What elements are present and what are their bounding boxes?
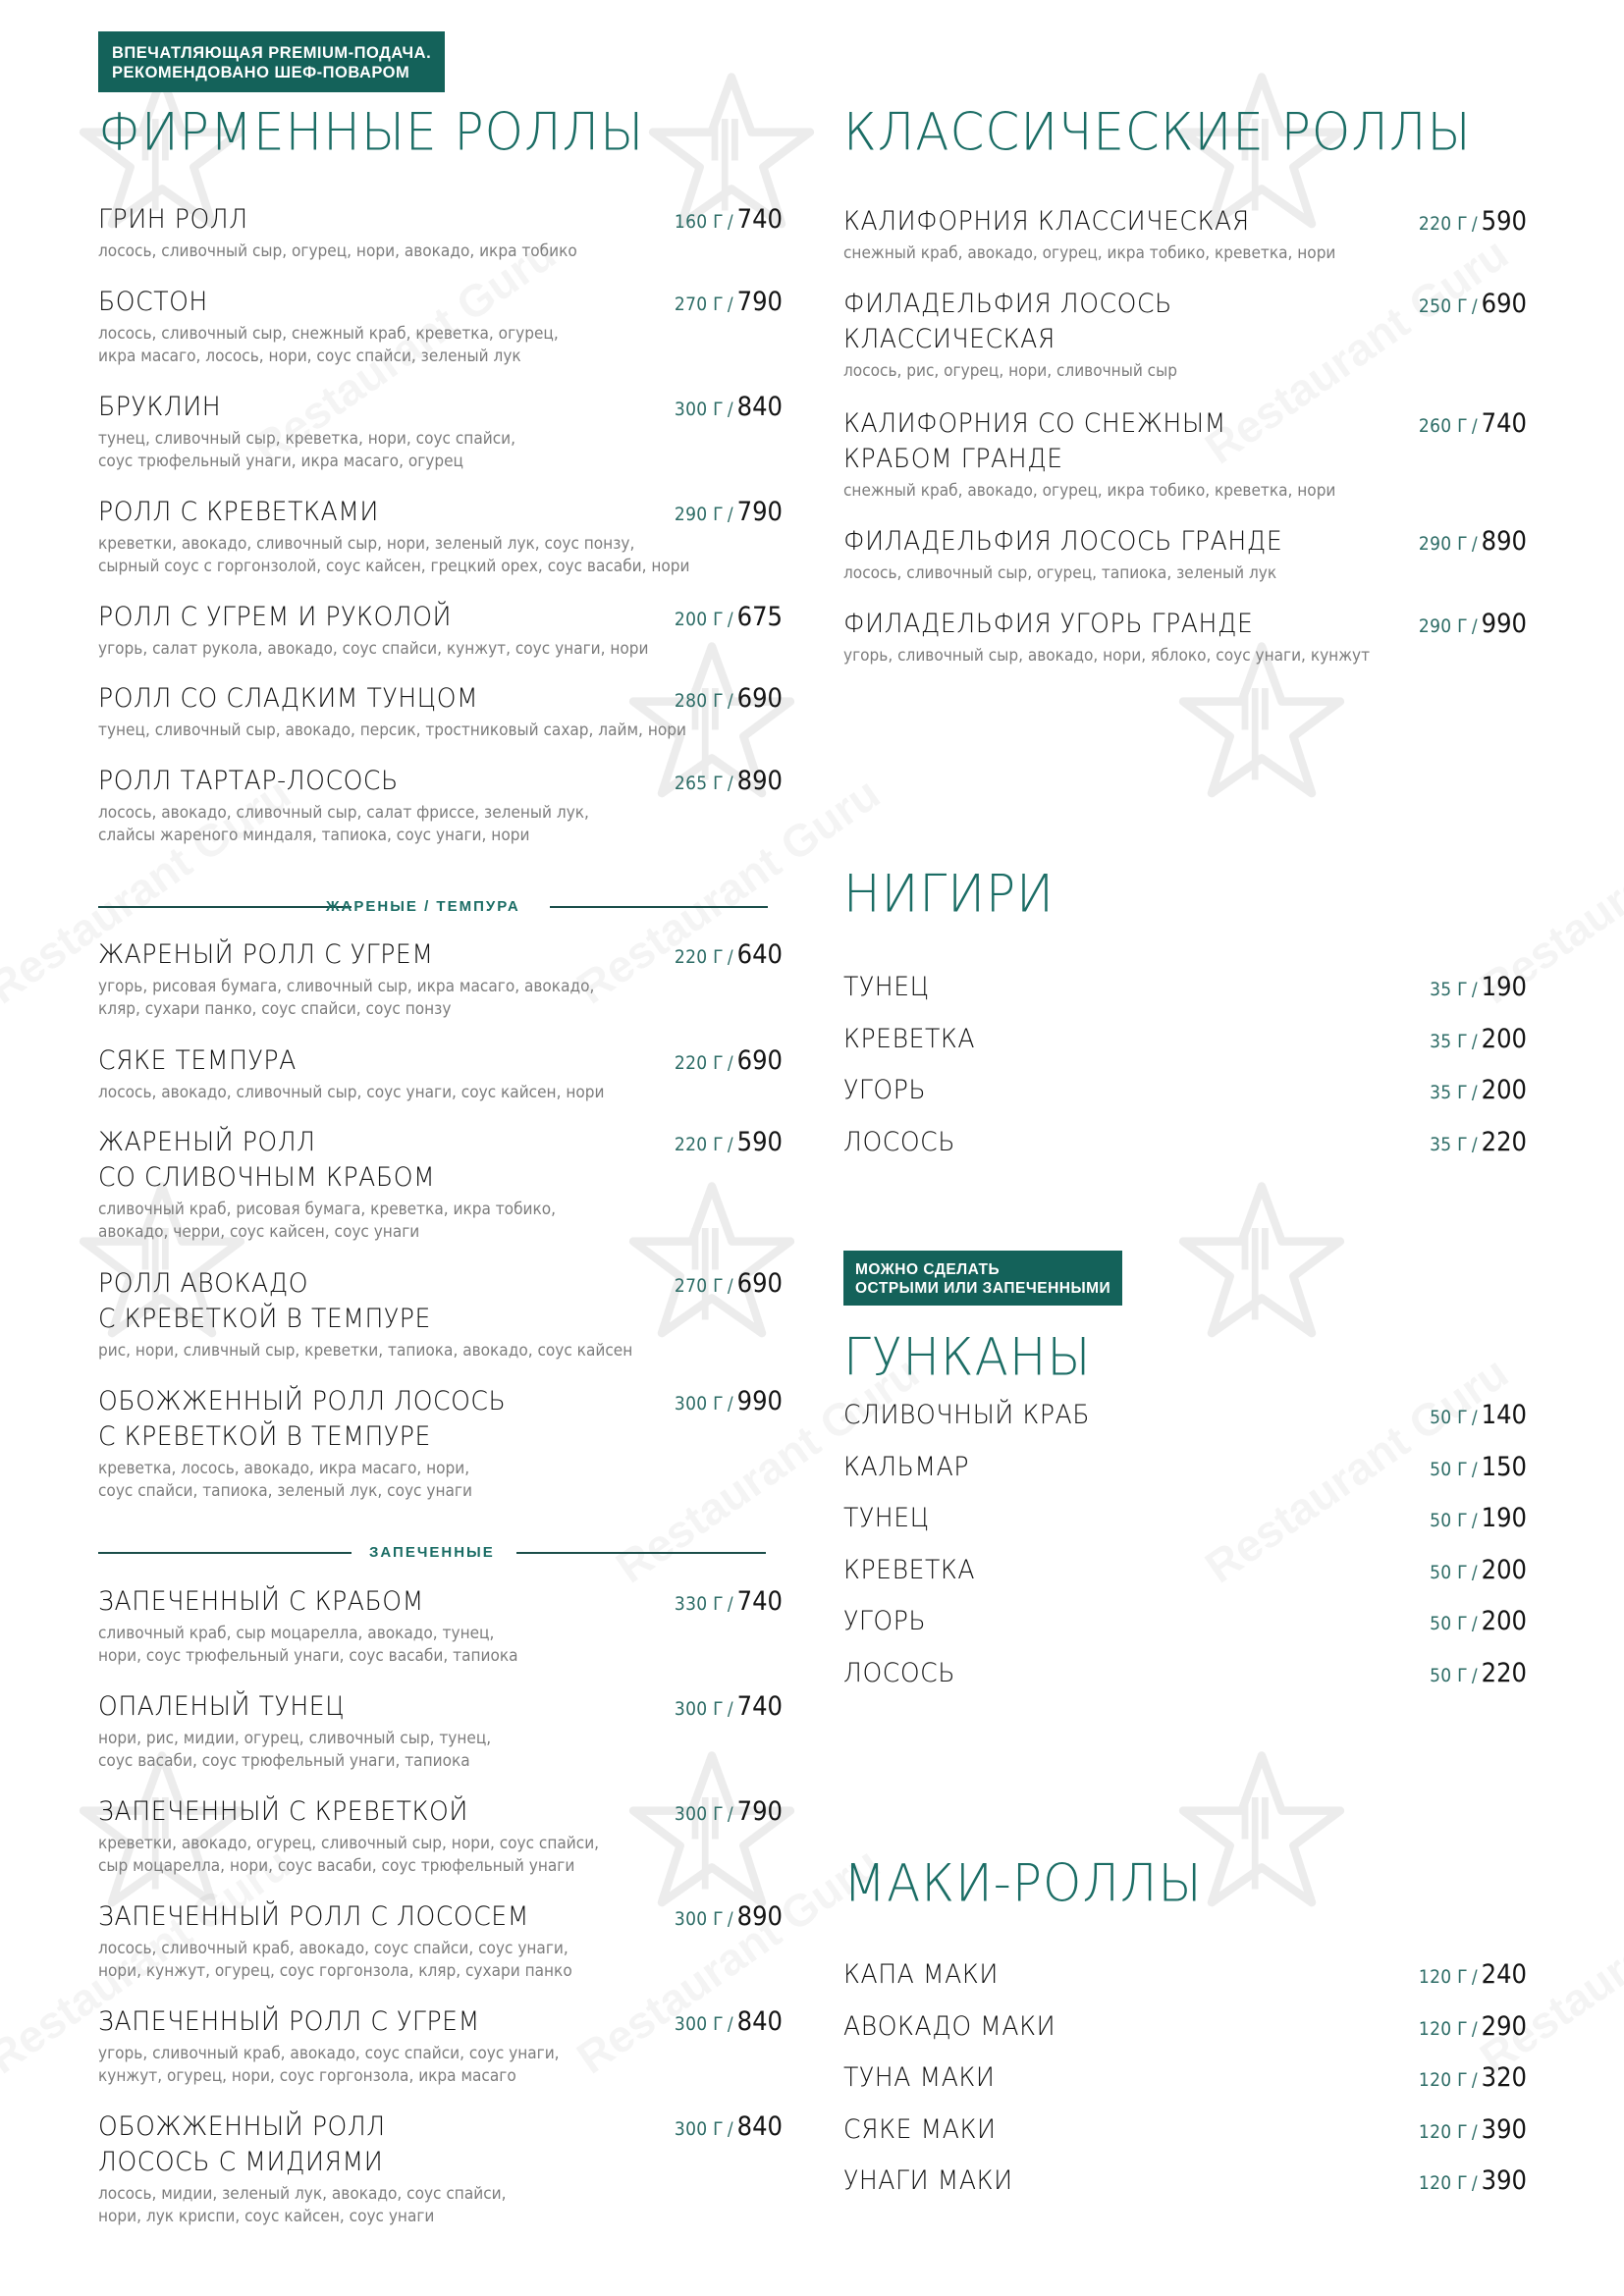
item-name: КРЕВЕТКА (843, 1023, 976, 1054)
item-description: соус трюфельный унаги, икра масаго, огурец (98, 452, 463, 470)
item-weight: 35 Г (1430, 1082, 1468, 1103)
item-price (1430, 1398, 1527, 1436)
item-description: лосось, сливочный краб, авокадо, соус спайси, соус унаги, (98, 1939, 568, 1957)
menu-item (98, 495, 783, 577)
item-weight: 300 Г (674, 2013, 724, 2035)
item-description: нори, рис, мидии, огурец, сливочный сыр, тунец, (98, 1729, 492, 1747)
item-price (675, 600, 783, 638)
menu-item (843, 1073, 1527, 1108)
item-price (675, 285, 783, 323)
item-price (675, 1899, 783, 1938)
badge-line: МОЖНО СДЕЛАТЬ (855, 1261, 1001, 1278)
item-name: СЯКЕ ТЕМПУРА (98, 1045, 297, 1076)
item-weight: 220 Г (674, 1134, 724, 1155)
item-description: нори, лук криспи, соус кайсен, соус унаги (98, 2207, 435, 2225)
item-description: лосось, сливочный сыр, огурец, тапиока, зеленый лук (843, 563, 1277, 582)
subsection-label: ЖАРЕНЫЕ / ТЕМПУРА (326, 898, 520, 915)
item-weight: 50 Г (1430, 1561, 1468, 1583)
divider-rule (550, 906, 768, 908)
price-separator: / (727, 609, 733, 630)
item-cost: 240 (1481, 1959, 1527, 1990)
item-weight: 250 Г (1418, 295, 1468, 317)
item-weight: 300 Г (674, 1698, 724, 1720)
item-price (675, 2004, 783, 2043)
price-separator: / (727, 946, 733, 968)
item-weight: 300 Г (674, 1803, 724, 1825)
item-price (1419, 2112, 1527, 2151)
item-cost: 790 (736, 497, 783, 527)
item-description: угорь, сливочный сыр, авокадо, нори, яблоко, соус унаги, кунжут (843, 646, 1371, 665)
price-separator: / (727, 773, 733, 794)
item-name: КАЛИФОРНИЯ СО СНЕЖНЫМ КРАБОМ ГРАНДЕ (843, 408, 1226, 474)
item-price (1430, 1656, 1527, 1694)
item-name: УГОРЬ (843, 1606, 927, 1636)
menu-item (843, 204, 1527, 264)
item-cost: 740 (1481, 408, 1527, 439)
item-cost: 220 (1481, 1126, 1527, 1157)
item-description: креветка, лосось, авокадо, икра масаго, нори, (98, 1459, 470, 1477)
item-price (675, 1384, 783, 1422)
item-cost: 740 (736, 1691, 783, 1722)
item-name: РОЛЛ АВОКАДО С КРЕВЕТКОЙ В ТЕМПУРЕ (98, 1268, 431, 1334)
item-cost: 390 (1481, 2165, 1527, 2196)
menu-item (843, 406, 1527, 502)
section-title-classic-rolls: КЛАССИЧЕСКИЕ РОЛЛЫ (843, 102, 1472, 162)
item-cost: 740 (736, 204, 783, 235)
item-weight: 160 Г (674, 211, 724, 233)
item-price (675, 937, 783, 976)
price-separator: / (727, 504, 733, 525)
item-weight: 50 Г (1430, 1613, 1468, 1634)
menu-item (843, 1501, 1527, 1536)
item-price (1430, 1125, 1527, 1163)
price-separator: / (1471, 2017, 1478, 2040)
item-cost: 190 (1481, 972, 1527, 1002)
item-description: угорь, сливочный краб, авокадо, соус спайси, соус унаги, (98, 2044, 560, 2062)
item-price (675, 764, 783, 802)
item-cost: 840 (736, 2006, 783, 2037)
item-name: ЗАПЕЧЕННЫЙ РОЛЛ С УГРЕМ (98, 2006, 480, 2037)
menu-item (843, 2163, 1527, 2199)
item-name: КАЛЬМАР (843, 1451, 970, 1482)
item-name: РОЛЛ СО СЛАДКИМ ТУНЦОМ (98, 683, 479, 714)
price-separator: / (1471, 1613, 1478, 1634)
item-description: рис, нори, сливчный сыр, креветки, тапиока, авокадо, соус кайсен (98, 1341, 633, 1360)
price-separator: / (727, 1275, 733, 1297)
item-cost: 840 (736, 392, 783, 422)
item-cost: 690 (736, 1045, 783, 1076)
item-cost: 690 (736, 683, 783, 714)
item-name: КАЛИФОРНИЯ КЛАССИЧЕСКАЯ (843, 206, 1250, 237)
item-cost: 675 (736, 602, 783, 632)
item-cost: 640 (736, 939, 783, 970)
price-separator: / (1471, 415, 1478, 437)
item-cost: 840 (736, 2111, 783, 2142)
menu-item (843, 524, 1527, 584)
item-name: КРЕВЕТКА (843, 1554, 976, 1585)
item-price (1419, 2163, 1527, 2202)
price-separator: / (1471, 1030, 1478, 1052)
divider-rule (516, 1552, 766, 1554)
menu-item (98, 285, 783, 367)
item-name: ОБОЖЖЕННЫЙ РОЛЛ ЛОСОСЬ С МИДИЯМИ (98, 2111, 386, 2177)
item-price (1430, 1022, 1527, 1060)
item-cost: 150 (1481, 1451, 1527, 1482)
menu-item (843, 1553, 1527, 1588)
item-weight: 300 Г (674, 399, 724, 420)
item-description: нори, соус трюфельный унаги, соус васаби, тапиока (98, 1646, 518, 1665)
item-name: ГРИН РОЛЛ (98, 204, 248, 235)
item-price (675, 1043, 783, 1082)
item-weight: 220 Г (674, 1052, 724, 1074)
item-cost: 590 (736, 1127, 783, 1157)
item-description: соус васаби, соус трюфельный унаги, тапиока (98, 1751, 470, 1770)
price-separator: / (727, 690, 733, 712)
item-name: ТУНЕЦ (843, 1503, 930, 1533)
item-weight: 280 Г (674, 690, 724, 712)
premium-badge (98, 31, 445, 92)
item-cost: 290 (1481, 2010, 1527, 2042)
menu-item (843, 607, 1527, 667)
item-name: УГОРЬ (843, 1075, 927, 1105)
menu-item (843, 2060, 1527, 2096)
item-weight: 290 Г (674, 504, 724, 525)
item-weight: 120 Г (1418, 2172, 1468, 2194)
price-separator: / (1471, 1082, 1478, 1103)
subsection-label: ЗАПЕЧЕННЫЕ (369, 1544, 495, 1561)
menu-item (843, 1656, 1527, 1691)
menu-item (98, 764, 783, 846)
divider-rule (98, 1552, 352, 1554)
item-name: ФИЛАДЕЛЬФИЯ УГОРЬ ГРАНДЕ (843, 609, 1254, 639)
item-cost: 190 (1481, 1503, 1527, 1533)
item-description: угорь, салат рукола, авокадо, соус спайси, кунжут, соус унаги, нори (98, 639, 649, 658)
item-weight: 265 Г (674, 773, 724, 794)
price-separator: / (727, 1803, 733, 1825)
section-title-signature-rolls: ФИРМЕННЫЕ РОЛЛЫ (98, 102, 645, 162)
price-separator: / (1471, 1561, 1478, 1583)
item-description: сливочный краб, сыр моцарелла, авокадо, тунец, (98, 1624, 495, 1642)
section-title-gunkan: ГУНКАНЫ (843, 1327, 1092, 1387)
subsection-divider (98, 897, 766, 917)
menu-item (98, 1125, 783, 1243)
menu-item (98, 1689, 783, 1772)
item-weight: 220 Г (674, 946, 724, 968)
item-name: АВОКАДО МАКИ (843, 2010, 1056, 2042)
item-price (675, 2109, 783, 2148)
item-price (1419, 2009, 1527, 2048)
item-weight: 330 Г (674, 1593, 724, 1615)
item-cost: 320 (1481, 2062, 1527, 2093)
item-price (1419, 204, 1527, 242)
badge-line: ОСТРЫМИ ИЛИ ЗАПЕЧЕННЫМИ (855, 1280, 1111, 1297)
item-description: угорь, рисовая бумага, сливочный сыр, икра масаго, авокадо, (98, 977, 595, 995)
item-name: КАПА МАКИ (843, 1959, 999, 1990)
menu-item (98, 1794, 783, 1877)
item-price (1430, 1604, 1527, 1642)
item-price (1419, 524, 1527, 562)
item-name: РОЛЛ ТАРТАР-ЛОСОСЬ (98, 766, 399, 796)
item-cost: 220 (1481, 1657, 1527, 1688)
price-separator: / (727, 211, 733, 233)
price-separator: / (1471, 1133, 1478, 1155)
item-price (1430, 1073, 1527, 1111)
menu-item (98, 2109, 783, 2227)
price-separator: / (727, 1698, 733, 1720)
badge-line: РЕКОМЕНДОВАНО ШЕФ-ПОВАРОМ (112, 64, 410, 81)
item-name: УНАГИ МАКИ (843, 2165, 1013, 2196)
item-cost: 200 (1481, 1075, 1527, 1105)
item-description: тунец, сливочный сыр, креветка, нори, соус спайси, (98, 429, 516, 448)
item-weight: 35 Г (1430, 1030, 1468, 1052)
price-separator: / (1471, 1407, 1478, 1428)
item-name: ЗАПЕЧЕННЫЙ С КРАБОМ (98, 1586, 424, 1617)
item-weight: 300 Г (674, 1393, 724, 1415)
item-description: сыр моцарелла, нори, соус васаби, соус трюфельный унаги (98, 1856, 575, 1875)
price-separator: / (1471, 213, 1478, 235)
item-description: креветки, авокадо, огурец, сливочный сыр, нори, соус спайси, (98, 1834, 600, 1852)
item-description: лосось, авокадо, сливочный сыр, салат фриссе, зеленый лук, (98, 803, 589, 822)
item-price (1419, 406, 1527, 445)
price-separator: / (727, 1134, 733, 1155)
item-description: снежный краб, авокадо, огурец, икра тобико, креветка, нори (843, 481, 1336, 500)
item-description: слайсы жареного миндаля, тапиока, соус унаги, нори (98, 826, 530, 844)
item-name: ОБОЖЖЕННЫЙ РОЛЛ ЛОСОСЬ С КРЕВЕТКОЙ В ТЕМПУРЕ (98, 1386, 507, 1452)
item-weight: 50 Г (1430, 1458, 1468, 1480)
price-separator: / (1471, 2120, 1478, 2143)
price-separator: / (1471, 979, 1478, 1000)
item-cost: 790 (736, 1796, 783, 1827)
item-name: ТУНА МАКИ (843, 2062, 996, 2093)
price-separator: / (727, 1908, 733, 1930)
item-name: ФИЛАДЕЛЬФИЯ ЛОСОСЬ ГРАНДЕ (843, 526, 1283, 557)
menu-item (843, 287, 1527, 382)
item-name: ТУНЕЦ (843, 972, 930, 1002)
item-price (675, 1689, 783, 1728)
price-separator: / (1471, 533, 1478, 555)
item-price (675, 1794, 783, 1833)
menu-item (843, 1604, 1527, 1639)
menu-item (98, 600, 783, 660)
price-separator: / (1471, 1966, 1478, 1988)
item-name: РОЛЛ С КРЕВЕТКАМИ (98, 497, 379, 527)
item-price (1419, 607, 1527, 645)
menu-item (843, 2009, 1527, 2045)
menu-item (843, 970, 1527, 1005)
menu-item (843, 1398, 1527, 1433)
item-cost: 890 (736, 766, 783, 796)
price-separator: / (1471, 2069, 1478, 2091)
menu-item (98, 202, 783, 262)
price-separator: / (1471, 1664, 1478, 1686)
menu-item (843, 1125, 1527, 1160)
item-weight: 200 Г (674, 609, 724, 630)
item-description: авокадо, черри, соус кайсен, соус унаги (98, 1222, 420, 1241)
item-name: ЖАРЕНЫЙ РОЛЛ С УГРЕМ (98, 939, 434, 970)
item-description: сливочный краб, рисовая бумага, креветка, икра тобико, (98, 1200, 557, 1218)
item-cost: 890 (1481, 526, 1527, 557)
menu-item (843, 1022, 1527, 1057)
item-price (675, 1584, 783, 1623)
item-cost: 990 (736, 1386, 783, 1416)
section-title-nigiri: НИГИРИ (843, 864, 1055, 924)
item-weight: 300 Г (674, 1908, 724, 1930)
item-price (1419, 1957, 1527, 1996)
price-separator: / (1471, 295, 1478, 317)
menu-item (98, 1584, 783, 1667)
item-cost: 890 (736, 1901, 783, 1932)
gunkan-badge (843, 1251, 1122, 1306)
item-weight: 290 Г (1418, 615, 1468, 637)
price-separator: / (1471, 1510, 1478, 1531)
item-weight: 300 Г (674, 2118, 724, 2140)
price-separator: / (1471, 1458, 1478, 1480)
item-description: икра масаго, лосось, нори, соус спайси, зеленый лук (98, 347, 521, 365)
item-price (675, 1125, 783, 1163)
item-name: ЛОСОСЬ (843, 1126, 956, 1157)
item-price (1419, 2060, 1527, 2099)
item-weight: 50 Г (1430, 1664, 1468, 1686)
item-name: СЯКЕ МАКИ (843, 2113, 997, 2145)
item-weight: 270 Г (674, 294, 724, 315)
item-cost: 740 (736, 1586, 783, 1617)
item-cost: 790 (736, 287, 783, 317)
item-description: лосось, сливочный сыр, огурец, нори, авокадо, икра тобико (98, 241, 577, 260)
item-name: ФИЛАДЕЛЬФИЯ ЛОСОСЬ КЛАССИЧЕСКАЯ (843, 289, 1172, 354)
item-description: креветки, авокадо, сливочный сыр, нори, зеленый лук, соус понзу, (98, 534, 635, 553)
menu-item (843, 1450, 1527, 1485)
item-price (1419, 287, 1527, 325)
item-price (1430, 970, 1527, 1008)
item-name: БРУКЛИН (98, 392, 222, 422)
price-separator: / (727, 1593, 733, 1615)
item-cost: 690 (736, 1268, 783, 1299)
subsection-divider (98, 1543, 766, 1563)
item-name: ОПАЛЕНЫЙ ТУНЕЦ (98, 1691, 346, 1722)
item-description: лосось, рис, огурец, нори, сливочный сыр (843, 361, 1177, 380)
price-separator: / (1471, 615, 1478, 637)
item-cost: 590 (1481, 206, 1527, 237)
item-weight: 120 Г (1418, 2069, 1468, 2091)
item-weight: 290 Г (1418, 533, 1468, 555)
item-cost: 200 (1481, 1606, 1527, 1636)
menu-item (843, 1957, 1527, 1993)
price-separator: / (1471, 2172, 1478, 2194)
item-description: тунец, сливочный сыр, авокадо, персик, тростниковый сахар, лайм, нори (98, 721, 686, 739)
divider-rule (98, 906, 352, 908)
item-price (675, 1266, 783, 1305)
item-weight: 35 Г (1430, 979, 1468, 1000)
price-separator: / (727, 1052, 733, 1074)
item-description: лосось, сливочный сыр, снежный краб, креветка, огурец, (98, 324, 559, 343)
item-name: ЛОСОСЬ (843, 1657, 956, 1688)
section-title-maki-rolls: МАКИ-РОЛЛЫ (843, 1853, 1203, 1913)
item-cost: 200 (1481, 1554, 1527, 1585)
menu-item (843, 2112, 1527, 2148)
item-cost: 690 (1481, 289, 1527, 319)
menu-item (98, 2004, 783, 2087)
menu-item (98, 1384, 783, 1502)
item-description: снежный краб, авокадо, огурец, икра тобико, креветка, нори (843, 243, 1336, 262)
item-description: лосось, мидии, зеленый лук, авокадо, соус спайси, (98, 2184, 507, 2203)
item-weight: 270 Г (674, 1275, 724, 1297)
item-name: БОСТОН (98, 287, 208, 317)
item-weight: 220 Г (1418, 213, 1468, 235)
badge-line: ВПЕЧАТЛЯЮЩАЯ PREMIUM-ПОДАЧА. (112, 44, 432, 62)
item-price (675, 202, 783, 240)
price-separator: / (727, 2118, 733, 2140)
item-name: ЗАПЕЧЕННЫЙ РОЛЛ С ЛОСОСЕМ (98, 1901, 529, 1932)
item-name: ЖАРЕНЫЙ РОЛЛ СО СЛИВОЧНЫМ КРАБОМ (98, 1127, 436, 1193)
item-price (1430, 1553, 1527, 1591)
fork-star-logo-icon (1178, 1747, 1345, 1914)
price-separator: / (727, 294, 733, 315)
price-separator: / (727, 399, 733, 420)
price-separator: / (727, 1393, 733, 1415)
menu-item (98, 1899, 783, 1982)
fork-star-logo-icon (1178, 1178, 1345, 1345)
item-weight: 120 Г (1418, 2017, 1468, 2040)
item-description: кляр, сухари панко, соус спайси, соус понзу (98, 999, 452, 1018)
item-price (675, 681, 783, 720)
item-description: кунжут, огурец, нори, соус горгонзола, икра масаго (98, 2066, 516, 2085)
item-weight: 50 Г (1430, 1510, 1468, 1531)
item-weight: 260 Г (1418, 415, 1468, 437)
item-weight: 50 Г (1430, 1407, 1468, 1428)
menu-item (98, 390, 783, 472)
menu-item (98, 1266, 783, 1362)
item-name: СЛИВОЧНЫЙ КРАБ (843, 1400, 1091, 1430)
item-weight: 120 Г (1418, 1966, 1468, 1988)
item-cost: 140 (1481, 1400, 1527, 1430)
item-price (675, 495, 783, 533)
price-separator: / (727, 2013, 733, 2035)
item-cost: 990 (1481, 609, 1527, 639)
item-description: соус спайси, тапиока, зеленый лук, соус унаги (98, 1481, 472, 1500)
item-price (1430, 1501, 1527, 1539)
item-cost: 390 (1481, 2113, 1527, 2145)
item-description: лосось, авокадо, сливочный сыр, соус унаги, соус кайсен, нори (98, 1083, 605, 1101)
menu-item (98, 1043, 783, 1103)
item-name: РОЛЛ С УГРЕМ И РУКОЛОЙ (98, 602, 453, 632)
item-weight: 120 Г (1418, 2120, 1468, 2143)
menu-item (98, 681, 783, 741)
item-name: ЗАПЕЧЕННЫЙ С КРЕВЕТКОЙ (98, 1796, 468, 1827)
item-price (675, 390, 783, 428)
item-price (1430, 1450, 1527, 1488)
item-description: сырный соус с горгонзолой, соус кайсен, грецкий орех, соус васаби, нори (98, 557, 690, 575)
item-weight: 35 Г (1430, 1133, 1468, 1155)
item-description: нори, кунжут, огурец, соус горгонзола, кляр, сухари панко (98, 1961, 572, 1980)
item-cost: 200 (1481, 1023, 1527, 1054)
menu-item (98, 937, 783, 1020)
